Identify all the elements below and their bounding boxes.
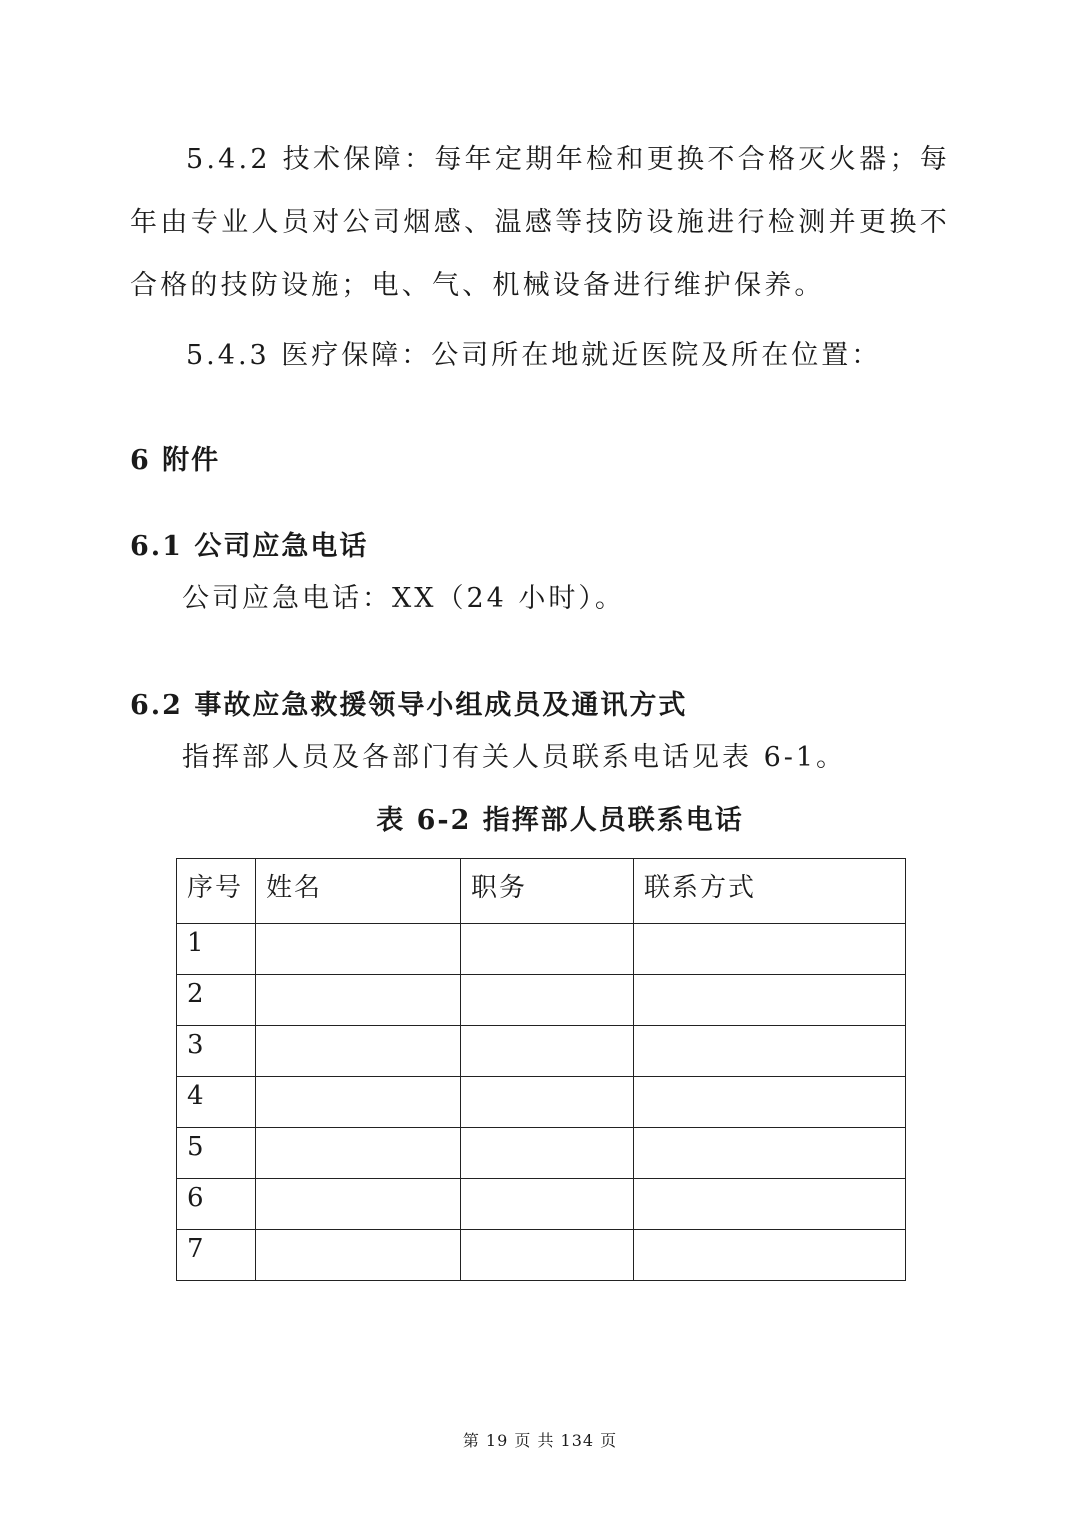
cell-position (461, 1077, 634, 1128)
cell-name (256, 1077, 461, 1128)
page-footer: 第 19 页 共 134 页 (462, 1431, 618, 1450)
cell-index: 2 (177, 975, 256, 1026)
cell-index: 4 (177, 1077, 256, 1128)
cell-contact (634, 924, 906, 975)
section-5-4-3: 5.4.3 医疗保障：公司所在地就近医院及所在位置： (186, 340, 882, 371)
emergency-phone-text: 公司应急电话：XX（24 小时）。 (182, 583, 625, 614)
cell-position (461, 975, 634, 1026)
heading-6-1: 6.1 公司应急电话 (130, 531, 369, 562)
contact-reference-text: 指挥部人员及各部门有关人员联系电话见表 6-1。 (182, 742, 847, 773)
cell-name (256, 975, 461, 1026)
header-index: 序号 (177, 859, 256, 924)
header-contact: 联系方式 (634, 859, 906, 924)
cell-position (461, 1179, 634, 1230)
contacts-table (176, 858, 906, 1281)
cell-position (461, 1026, 634, 1077)
table-row (177, 1128, 906, 1179)
header-name: 姓名 (256, 859, 461, 924)
heading-6-attachments: 6 附件 (130, 445, 221, 476)
cell-index: 1 (177, 924, 256, 975)
cell-position (461, 924, 634, 975)
table-caption: 表 6-2 指挥部人员联系电话 (376, 805, 744, 836)
table-row (177, 1026, 906, 1077)
table-header-row (177, 859, 906, 924)
cell-index: 7 (177, 1230, 256, 1281)
cell-index: 5 (177, 1128, 256, 1179)
table-row (177, 975, 906, 1026)
cell-name (256, 1128, 461, 1179)
section-5-4-2: 5.4.2 技术保障：每年定期年检和更换不合格灭火器；每年由专业人员对公司烟感、温感等技防设施进行检测并更换不合格的技防设施；电、气、机械设备进行维护保养。 (130, 144, 950, 301)
cell-contact (634, 1230, 906, 1281)
cell-name (256, 1230, 461, 1281)
cell-name (256, 1026, 461, 1077)
cell-index: 3 (177, 1026, 256, 1077)
cell-contact (634, 1128, 906, 1179)
cell-index: 6 (177, 1179, 256, 1230)
header-position: 职务 (461, 859, 634, 924)
table-row (177, 924, 906, 975)
cell-contact (634, 1179, 906, 1230)
cell-name (256, 1179, 461, 1230)
table-row (177, 1077, 906, 1128)
heading-6-2: 6.2 事故应急救援领导小组成员及通讯方式 (130, 690, 688, 721)
cell-contact (634, 1026, 906, 1077)
table-row (177, 1179, 906, 1230)
cell-contact (634, 1077, 906, 1128)
cell-contact (634, 975, 906, 1026)
cell-name (256, 924, 461, 975)
cell-position (461, 1128, 634, 1179)
table-row (177, 1230, 906, 1281)
cell-position (461, 1230, 634, 1281)
